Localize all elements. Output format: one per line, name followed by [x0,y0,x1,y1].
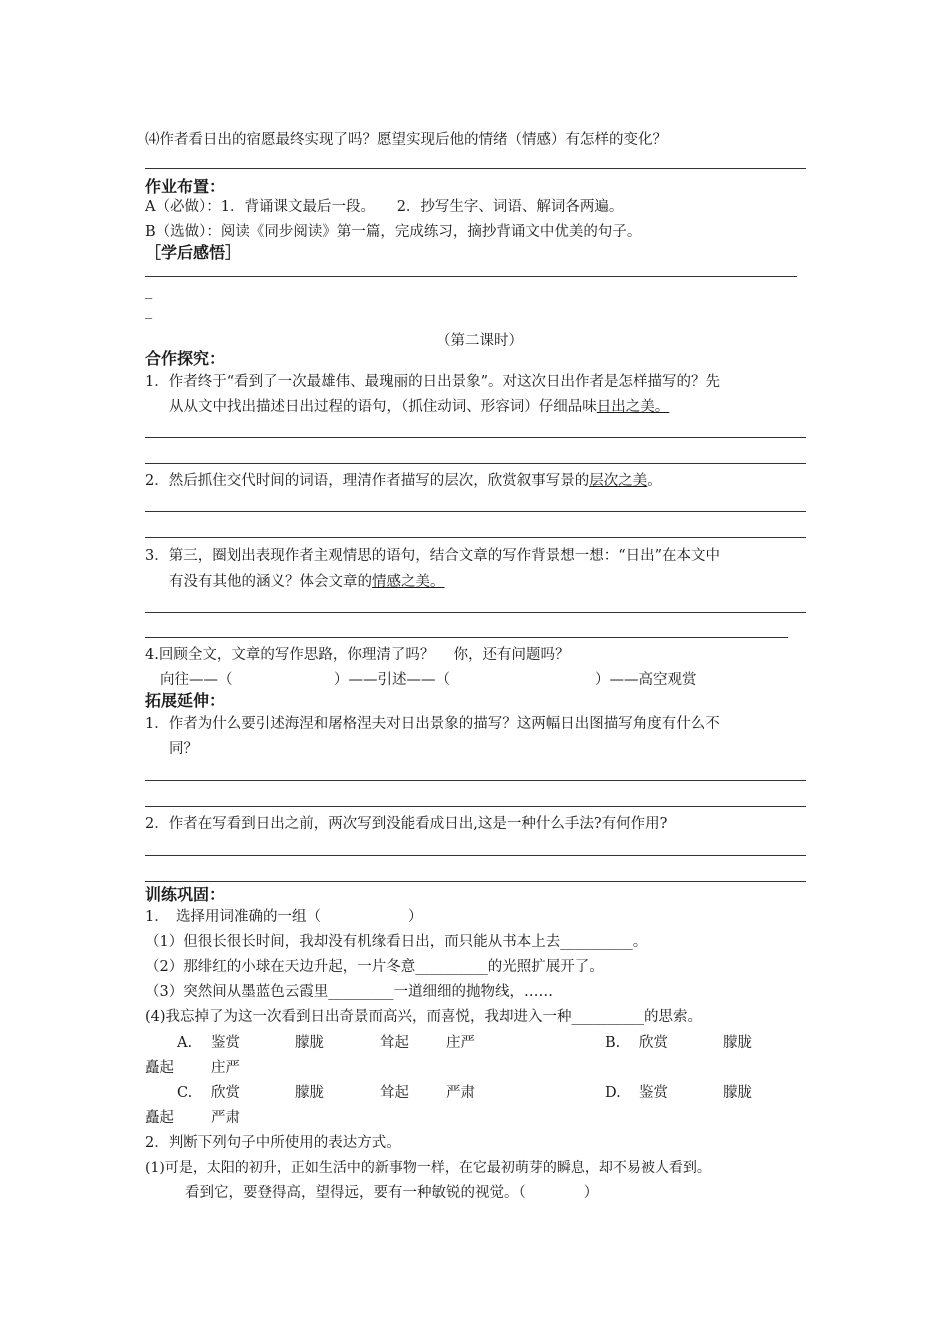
answer-line [145,463,806,464]
option-a-word: 耸起 [380,1035,409,1051]
coop-q3-line2: 有没有其他的涵义？体会文章的情感之美。 [169,574,445,590]
question-4-previous: ⑷作者看日出的宿愿最终实现了吗？愿望实现后他的情绪（情感）有怎样的变化？ [145,132,667,148]
answer-line [145,637,788,638]
option-a-word: 鉴赏 [211,1035,240,1051]
coop-heading: 合作探究： [145,349,226,368]
train-sentence-2: （2）那绯红的小球在天边升起，一片冬意__________的光照扩展开了。 [145,959,604,975]
extend-q1-line2: 同？ [169,741,198,757]
coop-q4-line1: 4.回顾全文，文章的写作思路，你理清了吗？ 你，还有问题吗？ [145,647,570,663]
answer-line [145,537,806,538]
option-a-word: 朦胧 [295,1035,324,1051]
option-d-word: 鉴赏 [639,1085,668,1101]
option-c-word: 欣赏 [211,1085,240,1101]
reflection-line [145,276,797,277]
option-b-word: 朦胧 [723,1035,752,1051]
train-heading: 训练巩固： [145,885,226,904]
extend-q2: 2．作者在写看到日出之前，两次写到没能看成日出,这是一种什么手法?有何作用? [145,816,668,832]
option-b-word: 欣赏 [639,1035,668,1051]
train-sentence-4: (4)我忘掉了为这一次看到日出奇景而高兴，而喜悦，我却进入一种__________的思索。 [145,1009,703,1025]
train-sentence-3: （3）突然间从墨蓝色云霞里_________一道细细的抛物线，…… [145,984,553,1000]
answer-line [145,881,806,882]
coop-q4-line2: 向往——（ ）——引述——（ ）——高空观赏 [160,672,697,688]
answer-line [145,780,806,781]
option-d-word: 矗起 [145,1110,174,1126]
answer-line [145,612,806,613]
answer-line [145,806,806,807]
option-d-word: 朦胧 [723,1085,752,1101]
answer-line [145,855,806,856]
coop-q2: 2．然后抓住交代时间的词语，理清作者描写的层次，欣赏叙事写景的层次之美。 [145,473,662,489]
option-b-word: 庄严 [211,1060,240,1076]
train-q2-sentence-1-line2: 看到它，要登得高，望得远，要有一种敏锐的视觉。（ ） [185,1185,599,1201]
answer-line [145,511,806,512]
dash-mark: _ [145,303,153,319]
dash-mark: _ [145,283,153,299]
homework-optional: B（选做）：阅读《同步阅读》第一篇，完成练习，摘抄背诵文中优美的句子。 [145,224,642,240]
answer-line [145,437,806,438]
coop-q3-line1: 3．第三，圈划出表现作者主观情思的语句，结合文章的写作背景想一想：“日出”在本文中 [145,548,721,564]
train-q2-sentence-1-line1: (1)可是，太阳的初升，正如生活中的新事物一样，在它最初萌芽的瞬息，却不易被人看到。 [145,1160,711,1176]
train-sentence-1: （1）但很长很长时间，我却没有机缘看日出，而只能从书本上去__________。 [145,934,648,950]
train-q2: 2．判断下列句子中所使用的表达方式。 [145,1135,401,1151]
homework-required: A（必做）：1．背诵课文最后一段。 2．抄写生字、词语、解词各两遍。 [145,199,624,215]
homework-heading: 作业布置： [145,177,226,196]
train-q1: 1． 选择用词准确的一组（ ） [145,909,423,925]
option-c-word: 严肃 [446,1085,475,1101]
option-b-letter: B. [605,1035,621,1051]
option-c-letter: C. [177,1085,193,1101]
coop-q1-line1: 1．作者终于“看到了一次最雄伟、最瑰丽的日出景象”。对这次日出作者是怎样描写的？先 [145,374,721,390]
answer-line [145,168,806,169]
lesson-title: （第二课时） [436,333,523,349]
coop-q1-line2: 从从文中找出描述日出过程的语句，（抓住动词、形容词）仔细品味日出之美。 [169,399,670,415]
option-a-word: 庄严 [446,1035,475,1051]
option-d-word: 严肃 [211,1110,240,1126]
option-d-letter: D. [605,1085,621,1101]
extend-heading: 拓展延伸： [145,691,226,710]
option-c-word: 耸起 [380,1085,409,1101]
reflection-heading: ［学后感悟］ [145,243,242,262]
extend-q1-line1: 1．作者为什么要引述海涅和屠格涅夫对日出景象的描写？这两幅日出图描写角度有什么不 [145,716,720,732]
option-c-word: 朦胧 [295,1085,324,1101]
option-b-word: 矗起 [145,1060,174,1076]
option-a-letter: A. [177,1035,193,1051]
